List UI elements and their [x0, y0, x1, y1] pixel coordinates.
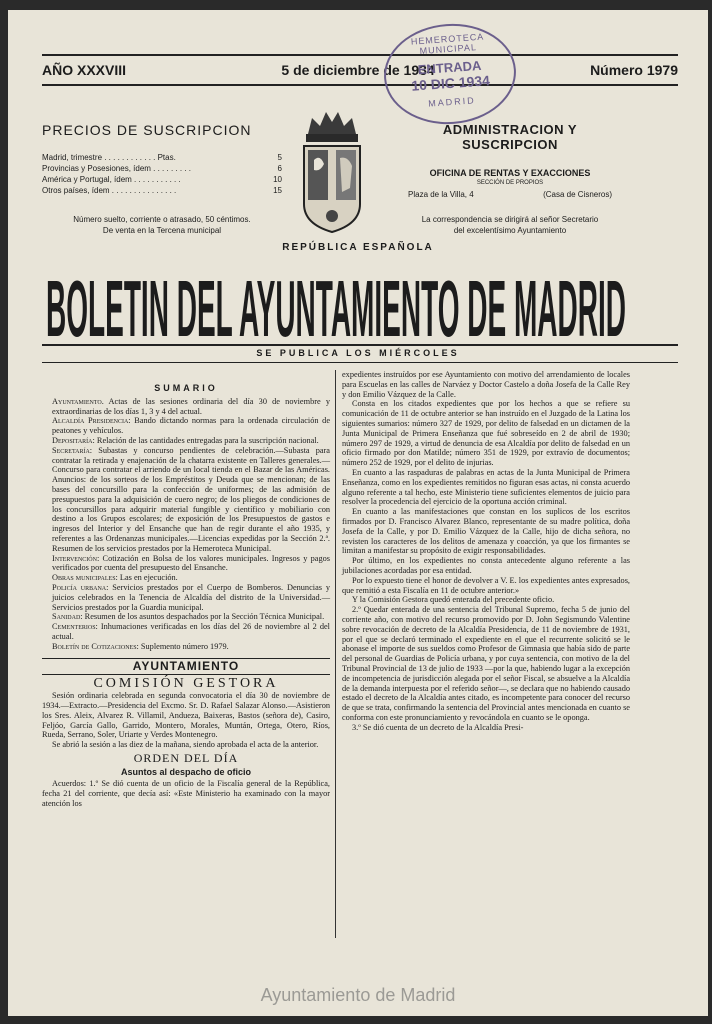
body-paragraph: 2.º Quedar enterada de una sentencia del Tribunal Supremo, fecha 5 de junio del corriente año, con motivo del recurso promovido por D. John Segismundo Valentine sobre revocación de decreto de la Alcaldía Presidencia, de 11 de noviembre de 1931, por el que se declaró terminado el expediente en el que el recurrente solicitó se le abonase el importe de sus sueldos como Profesor de Gimnasia que había sido de parte del personal de Guardias de Policía urbana, y por cuya sentencia, con motivo de la del Tribunal Provincial de 13 de julio de 1933 —por la que, habiendo lugar a la excepción de incompetencia de jurisdicción alegada por el señor Fiscal, se absuelve a la Alcaldía de la demanda interpuesta por el referido señor—, se declara que no habiendo causado estado el decreto de la Alcaldía antes citado, es incompetente para conocer del recurso de que se trata, confirmando la sentencia del Provincial antes mencionada en cuanto se conforma con este pronunciamiento y revocándola en cuanto se le oponga.	[342, 605, 630, 722]
body-paragraph: Por lo expuesto tiene el honor de devolver a V. E. los expedientes antes expresados, que remitió a esta Fiscalía en 11 de octubre anterior.»	[342, 575, 630, 595]
sumario-list	[42, 397, 330, 652]
price-row: América y Portugal, ídem . . . . . . . . . . . 10	[42, 175, 282, 184]
body-paragraph: En cuanto a las raspaduras de palabras en actas de la Junta Municipal de Primera Enseñanza, como en los expedientes remitidos no figuran esas actas, ni consta acuerdo alguno referente a tal hecho, este Ministerio tiene suficientes elementos de juicio para resolver la procedencia del ejercicio de la oportuna acción criminal.	[342, 467, 630, 507]
price-list	[42, 152, 282, 196]
body-paragraph: Y la Comisión Gestora quedó enterada del precedente oficio.	[352, 595, 555, 605]
subscription-prices	[42, 122, 282, 196]
newspaper-page	[8, 10, 708, 1016]
price-row: Otros países, ídem . . . . . . . . . . . . . . . 15	[42, 186, 282, 195]
body-paragraph: Consta en los citados expedientes que por los hechos a que se refiere su comunicación de 11 de octubre anterior se han instruído en el Juzgado de la Latina los siguientes sumarios: número 327 de 1929, por delito de falsedad en un dictamen de la Junta Municipal de Primera Enseñanza que fué sobreseído en 2 de abril de 1930; número 297 de 1929, a virtud de denuncia de esa Alcaldía por delito de falsedad en un oficio firmado por don Matilde; número 351 de 1929, por extravío de documentos; número 252 de 1929, por el delito de injurias.	[342, 399, 630, 468]
top-rule	[42, 54, 678, 56]
correspondence-note: La correspondencia se dirigirá al señor Secretario del excelentísimo Ayuntamiento	[421, 215, 599, 235]
masthead-rule	[42, 84, 678, 86]
watermark: Ayuntamiento de Madrid	[260, 985, 456, 1005]
sumario-item: Boletín de Cotizaciones: Suplemento número 1979.	[52, 641, 229, 651]
title-text: BOLETIN DEL AYUNTAMIENTO DE MADRID	[46, 264, 626, 344]
republica-label: REPÚBLICA ESPAÑOLA	[282, 242, 434, 253]
price-row: Provincias y Posesiones, ídem . . . . . . . . . 6	[42, 164, 282, 173]
sumario-item: Sanidad: Resumen de los asuntos despachados por la Sección Técnica Municipal.	[52, 612, 325, 622]
price-row: Madrid, trimestre . . . . . . . . . . . . Ptas. 5	[42, 153, 282, 162]
session-paragraph: Sesión ordinaria celebrada en segunda convocatoria el día 30 de noviembre de 1934.—Extracto.—Presidencia del Excmo. Sr. D. Rafael Salazar Alonso.—Asistieron los Sres. Aleix, Alvarez R. Villamil, Andueza, Baixeras, Bastos (señora de), Casiro, Feljóo, García Gallo, Garrido, Montero, Morales, Muntán, Ortega, Otero, Ríos, Rueda, Serrano, Soler, Uriarte y Verdes Montenegro.	[42, 691, 330, 740]
madrid-coat-of-arms	[298, 108, 366, 238]
comision-heading: COMISIÓN GESTORA	[93, 676, 279, 692]
price-note: Número suelto, corriente o atrasado, 50 céntimos. De venta en la Tercena municipal	[73, 215, 251, 235]
body-paragraph: 3.º Se dió cuenta de un decreto de la Alcaldía Presi-	[352, 722, 524, 732]
sumario-item: Policía urbana: Servicios prestados por el Cuerpo de Bomberos. Denuncias y juicios celebrados en la Tenencia de Alcaldía del distrito de la Universidad.—Servicios prestados por la Guardia municipal.	[52, 582, 330, 612]
sumario-item: Cementerios: Inhumaciones verificadas en los días del 26 de noviembre al 2 del actual.	[52, 622, 330, 641]
sumario-item: Intervención: Cotización en Bolsa de los valores municipales. Ingresos y pagos verificados por cuenta del presupuesto del Ensanche.	[52, 553, 330, 573]
prices-title: PRECIOS DE SUSCRIPCION	[42, 122, 252, 138]
admin-address: Plaza de la Villa, 4 (Casa de Cisneros)	[408, 190, 612, 199]
sumario-heading: SUMARIO	[154, 383, 218, 393]
sumario-item: Depositaría: Relación de las cantidades entregadas para la suscripción nacional.	[52, 435, 319, 445]
body-paragraph: Por último, en los expedientes no consta antecedente alguno referente a las jubilaciones acordadas por esa entidad.	[342, 556, 630, 575]
publication-note: SE PUBLICA LOS MIÉRCOLES	[256, 348, 460, 358]
sumario-item: Secretaría: Subastas y concurso pendientes de celebración.—Subasta para contratar la retirada y enajenación de la chatarra existente en Talleres generales.—Concurso para contratar el arriendo de un local tienda en el Bazar de las Américas. Anuncios: de los sorteos de los Empréstitos y Deuda que se mencionan; de las bases del concursillo para la confección de uniformes; de las admisión de presupuestos para la adquisición de cuero negro; de los pliegos de condiciones de los concursillos para adquirir material fungible y científico y mobiliario con destino a los Grupos escolares; de exposición de los Presupuestos de gastos e ingresos del Interior y del Ensanche que han de regir durante el año 1935, y referentes a las Ordenanzas municipales.—Licencias expedidas por la Sección 2.ª. Resumen de los servicios prestados por la Hemeroteca Municipal.	[52, 445, 330, 553]
pub-rule	[42, 362, 678, 363]
right-column	[342, 370, 630, 732]
asuntos-heading: Asuntos al despacho de oficio	[120, 766, 252, 777]
left-column	[42, 370, 330, 809]
body-paragraph: En cuanto a las manifestaciones que constan en los suplicos de los escritos firmados por D. Francisco Alvarez Blanco, representante de su madre política, doña Josefa de la Calle, y por D. Emilio Vázquez de la Calle, hijo de dicha señora, no revisten los caracteres de los delitos de amenaza y coacción, ya que los firmantes se limitan a manifestar su propósito de exigir responsabilidades.	[342, 507, 630, 556]
column-divider	[335, 370, 336, 938]
library-stamp: HEMEROTECA MUNICIPAL ENTRADA 10 DIC 1934 MADRID	[381, 20, 520, 129]
body-paragraph: expedientes instruídos por ese Ayuntamiento con motivo del arrendamiento de locales para Escuelas en las calles de Narváez y Doctor Castelo a doña Josefa de la Calle Rey y don Emilio Vázquez de la Calle.	[342, 370, 630, 399]
session-paragraph: Acuerdos: 1.º Se dió cuenta de un oficio de la Fiscalía general de la República, fecha 21 del corriente, que decía así: «Este Ministerio ha examinado con la mayor atención los	[42, 779, 330, 809]
masthead-top	[42, 58, 678, 82]
sumario-item: Ayuntamiento. Actas de las sesiones ordinaria del día 30 de noviembre y extraordinarias de los días 1, 3 y 4 del actual.	[52, 396, 330, 416]
year-label: AÑO XXXVIII	[42, 62, 127, 78]
date-label: 5 de diciembre de 1934	[281, 62, 435, 78]
administration-box: ADMINISTRACION Y SUSCRIPCION OFICINA DE RENTAS Y EXACCIONES SECCIÓN DE PROPIOS Plaza de la Villa, 4 (Casa de Cisneros)	[394, 122, 626, 199]
issue-number: Número 1979	[590, 62, 678, 78]
orden-heading: ORDEN DEL DÍA	[133, 750, 239, 765]
newspaper-title	[42, 258, 630, 344]
title-rule	[42, 344, 678, 346]
ayuntamiento-heading: AYUNTAMIENTO	[42, 658, 330, 676]
sumario-item: Obras municipales: Las en ejecución.	[52, 573, 178, 583]
session-paragraph: Se abrió la sesión a las diez de la mañana, siendo aprobada el acta de la anterior.	[52, 740, 319, 750]
sumario-item: Alcaldía Presidencia: Bando dictando normas para la ordenada circulación de peatones y vehículos.	[52, 416, 331, 436]
admin-title: ADMINISTRACION Y SUSCRIPCION	[442, 122, 578, 152]
